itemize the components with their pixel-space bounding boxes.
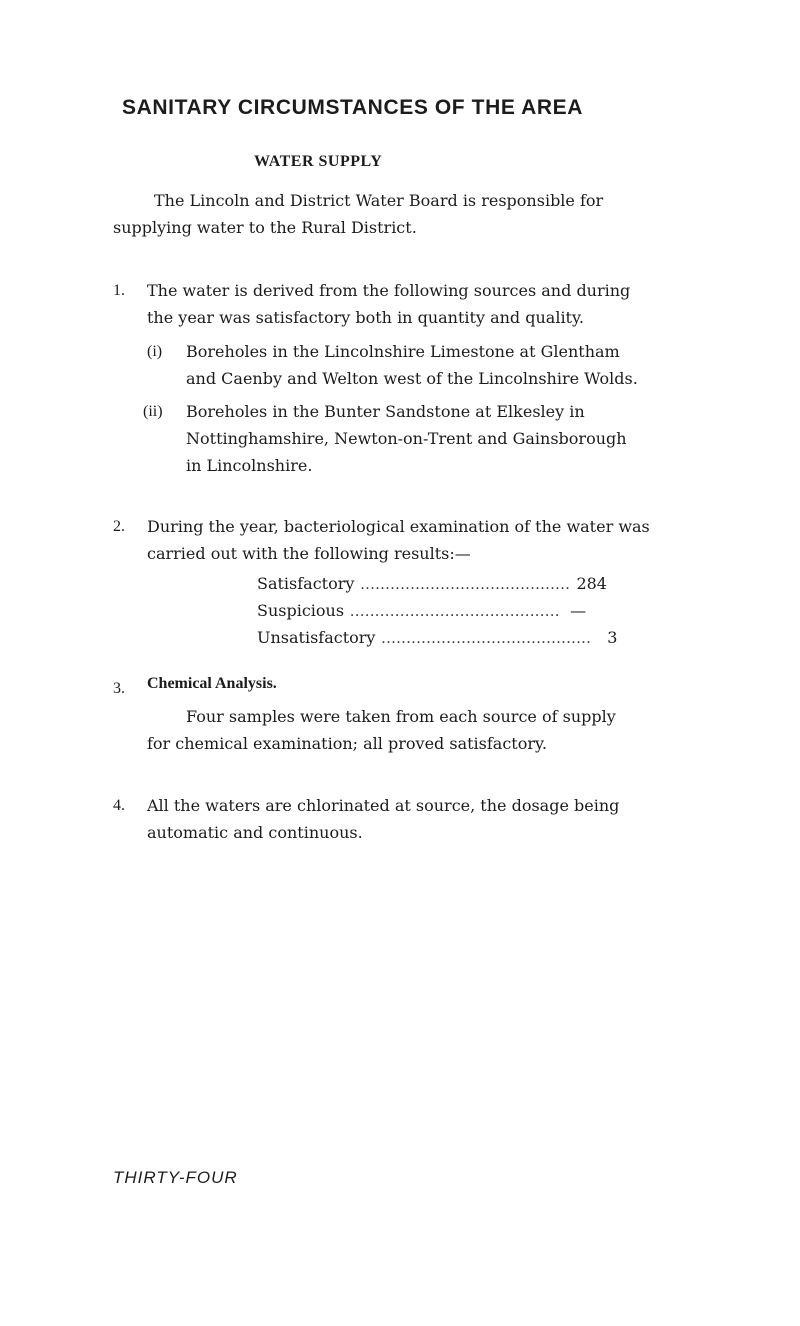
result-label: Unsatisfactory xyxy=(257,628,376,647)
item4-line-2: automatic and continuous. xyxy=(147,823,363,842)
item4-line-1: All the waters are chlorinated at source, the dosage being xyxy=(147,796,620,815)
item-number-2: 2. xyxy=(113,518,125,535)
result-label: Satisfactory xyxy=(257,574,355,593)
sub-item-marker-i: (i) xyxy=(147,343,163,360)
item3-line-1: Four samples were taken from each source of supply xyxy=(186,707,616,726)
sub-item-ii-line-3: in Lincolnshire. xyxy=(186,456,313,475)
result-label: Suspicious xyxy=(257,601,345,620)
item-number-4: 4. xyxy=(113,797,125,814)
result-row-suspicious xyxy=(257,601,587,628)
item-number-1: 1. xyxy=(113,282,125,299)
section-heading: WATER SUPPLY xyxy=(254,153,383,170)
result-value: 284 xyxy=(576,574,607,593)
leader-dots: .......................................... xyxy=(381,630,592,647)
sub-item-marker-ii: (ii) xyxy=(143,403,163,420)
page-title: SANITARY CIRCUMSTANCES OF THE AREA xyxy=(122,96,584,119)
intro-line-1: The Lincoln and District Water Board is responsible for xyxy=(154,191,604,210)
sub-item-i-line-2: and Caenby and Welton west of the Lincolnshire Wolds. xyxy=(186,369,638,388)
page-number-footer: THIRTY-FOUR xyxy=(113,1168,238,1187)
result-row-satisfactory xyxy=(257,574,607,601)
item2-line-1: During the year, bacteriological examination of the water was xyxy=(147,517,650,536)
item1-line-1: The water is derived from the following sources and during xyxy=(147,281,631,300)
sub-item-ii-line-2: Nottinghamshire, Newton-on-Trent and Gainsborough xyxy=(186,429,627,448)
sub-item-ii-line-1: Boreholes in the Bunter Sandstone at Elkesley in xyxy=(186,402,585,421)
result-value: 3 xyxy=(607,628,618,647)
chemical-analysis-heading: Chemical Analysis. xyxy=(147,675,277,692)
result-row-unsatisfactory xyxy=(257,628,618,655)
intro-line-2: supplying water to the Rural District. xyxy=(113,218,417,237)
item1-line-2: the year was satisfactory both in quantity and quality. xyxy=(147,308,584,327)
leader-dots: .......................................... xyxy=(350,603,561,620)
result-value: — xyxy=(570,601,587,620)
item-number-3: 3. xyxy=(113,680,125,697)
item2-line-2: carried out with the following results:— xyxy=(147,544,471,563)
leader-dots: .......................................... xyxy=(360,576,571,593)
item3-line-2: for chemical examination; all proved satisfactory. xyxy=(147,734,547,753)
sub-item-i-line-1: Boreholes in the Lincolnshire Limestone at Glentham xyxy=(186,342,620,361)
